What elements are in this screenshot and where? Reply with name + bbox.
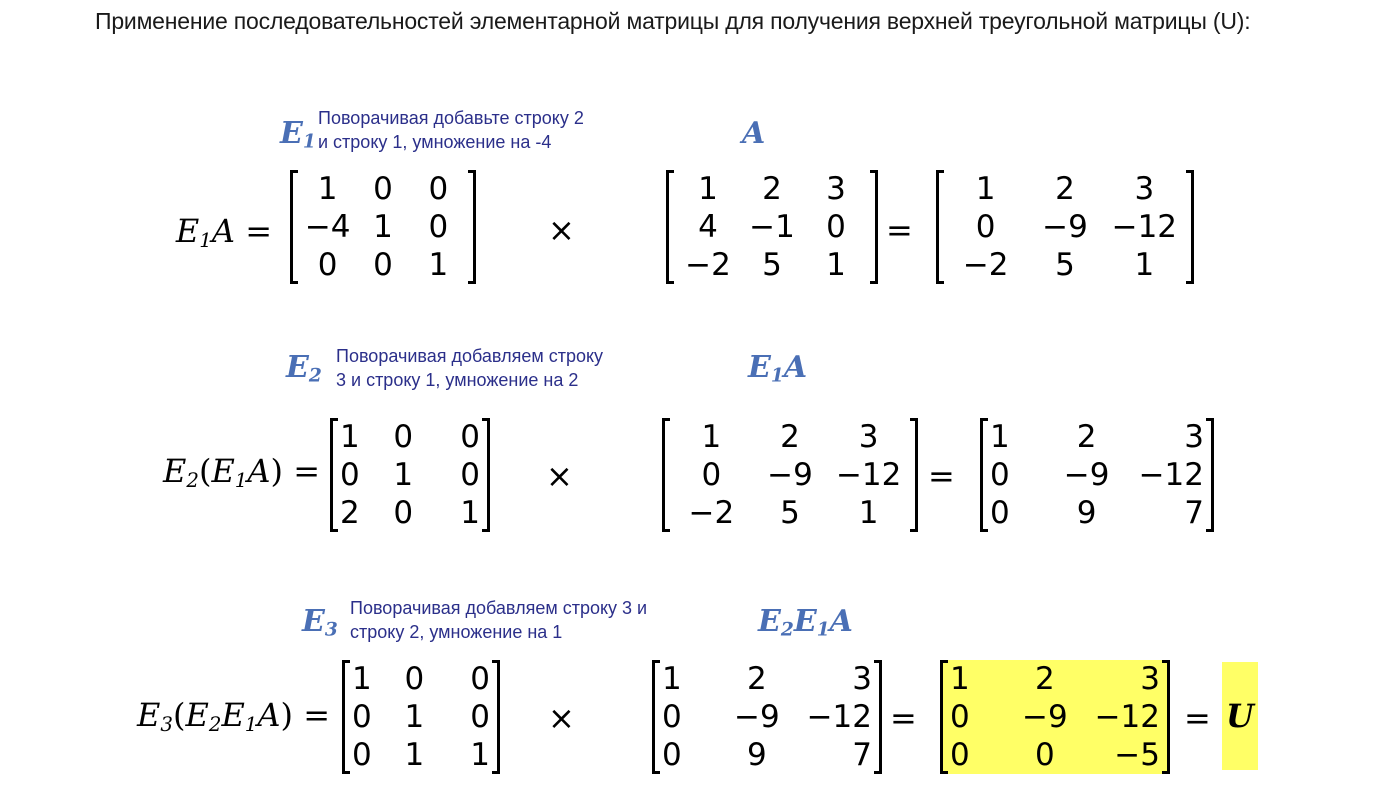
step-2-result-matrix-entry-r2c2: −9	[1063, 457, 1110, 493]
step-3-elementary-matrix-entry-r3c3: 1	[470, 737, 490, 773]
step-1-operand-part-base: A	[742, 116, 766, 151]
step-2-elementary-matrix-entry-r2c3: 0	[460, 457, 480, 493]
lhs-symbol: E	[136, 696, 161, 734]
step-3-operand-matrix-entry-r3c3: 7	[852, 737, 872, 773]
step-2-operand-label	[748, 350, 807, 387]
step-3-operand-matrix-entries	[662, 660, 872, 774]
step-3-operand-part-base: E	[758, 604, 781, 639]
step-3-result-matrix-entry-r2c2: −9	[1021, 699, 1068, 735]
step-1-elementary-sub: 1	[302, 131, 316, 153]
lhs-symbol: E	[211, 452, 235, 490]
step-3-operand-matrix-entry-r2c3: −12	[806, 699, 872, 735]
step-3-result-matrix-right-bracket	[1162, 660, 1170, 774]
step-3-result-matrix-entry-r1c1: 1	[950, 661, 970, 697]
step-1-operand-matrix-entry-r2c2: −1	[749, 209, 795, 245]
step-2-elementary-matrix-entry-r3c3: 1	[460, 495, 480, 531]
lhs-subscript: 2	[186, 468, 199, 492]
step-2-result-matrix	[980, 418, 1214, 532]
step-3-equals-sign: =	[890, 699, 917, 737]
step-1-result-matrix-entry-r1c3: 3	[1134, 171, 1155, 207]
step-3-result-matrix-entries	[950, 660, 1160, 774]
step-3-operand-matrix-left-bracket	[652, 660, 660, 774]
lhs-symbol: E	[221, 696, 245, 734]
step-3-elementary-sub: 3	[324, 619, 338, 641]
step-1-elementary-matrix-entry-r1c1: 1	[317, 171, 338, 207]
lhs-subscript: 3	[160, 712, 173, 736]
step-1-operand-matrix-entry-r1c3: 3	[826, 171, 846, 207]
step-3-times-sign: ×	[548, 699, 575, 737]
step-1-result-matrix-entries	[946, 170, 1184, 284]
step-2-annotation	[336, 344, 603, 392]
step-2-operand-part-sub: 1	[770, 365, 784, 387]
upper-triangular-label: U	[1222, 662, 1258, 770]
lhs-equals: =	[293, 452, 320, 490]
step-3-operand-matrix-entry-r3c1: 0	[662, 737, 682, 773]
step-3-operand-part-base: A	[829, 604, 853, 639]
step-2-result-matrix-entry-r3c2: 9	[1076, 495, 1097, 531]
step-3-operand-matrix-right-bracket	[874, 660, 882, 774]
step-1-elementary-matrix-entry-r2c1: −4	[304, 209, 351, 245]
step-3-result-matrix-entry-r2c1: 0	[950, 699, 970, 735]
step-3-elementary-label	[302, 604, 338, 641]
step-3-operand-part-sub: 1	[816, 619, 830, 641]
lhs-paren: )	[280, 696, 294, 734]
step-3-elementary-matrix-entry-r1c3: 0	[470, 661, 490, 697]
step-3-elementary-matrix-right-bracket	[492, 660, 500, 774]
page-heading: Применение последовательностей элементарной матрицы для получения верхней треугольной матрицы (U):	[95, 8, 1251, 34]
step-2-operand-part-base: A	[783, 350, 808, 385]
step-2-elementary-matrix-entry-r1c2: 0	[393, 419, 414, 455]
step-2-result-matrix-left-bracket	[980, 418, 988, 532]
step-3-final-equals-sign: =	[1184, 699, 1211, 737]
step-2-annotation-line: Поворачивая добавляем строку	[336, 346, 604, 366]
step-1-elementary-matrix-left-bracket	[290, 170, 298, 284]
step-1-equals-sign: =	[886, 211, 913, 249]
step-2-result-matrix-entry-r2c3: −12	[1138, 457, 1204, 493]
step-2-operand-matrix-entries	[672, 418, 908, 532]
step-3-result-matrix-entry-r3c2: 0	[1034, 737, 1055, 773]
lhs-paren: (	[172, 696, 186, 734]
step-3-operand-matrix-entry-r2c1: 0	[662, 699, 682, 735]
step-1-elementary-matrix	[290, 170, 476, 284]
step-1-result-matrix	[936, 170, 1194, 284]
step-1-operand-matrix-right-bracket	[870, 170, 878, 284]
step-3-elementary-matrix	[342, 660, 500, 774]
lhs-symbol: A	[247, 452, 271, 490]
step-1-operand-matrix-entry-r1c2: 2	[762, 171, 782, 207]
step-1-result-matrix-entry-r2c2: −9	[1042, 209, 1088, 245]
step-3-annotation	[350, 596, 647, 644]
step-1-operand-matrix-entry-r3c3: 1	[826, 247, 846, 283]
step-2-elementary-matrix-left-bracket	[330, 418, 338, 532]
step-2-lhs-expression	[163, 452, 320, 492]
step-1-result-matrix-entry-r1c1: 1	[975, 171, 996, 207]
lhs-subscript: 1	[244, 712, 258, 736]
step-2-operand-matrix-entry-r2c2: −9	[767, 457, 813, 493]
step-3-operand-matrix-entry-r1c1: 1	[662, 661, 682, 697]
step-1-elementary-matrix-entry-r2c2: 1	[373, 209, 393, 245]
step-1-annotation-line: Поворачивая добавьте строку 2	[318, 108, 584, 128]
step-2-operand-matrix-entry-r1c3: 3	[858, 419, 879, 455]
step-2-operand-matrix-entry-r3c1: −2	[688, 495, 735, 531]
step-1-elementary-matrix-entry-r3c2: 0	[373, 247, 393, 283]
step-2-elementary-matrix-entry-r1c1: 1	[340, 419, 360, 455]
step-3-result-matrix-entry-r3c1: 0	[950, 737, 970, 773]
step-3-operand-matrix-entry-r1c3: 3	[852, 661, 872, 697]
step-1-lhs-expression	[176, 212, 272, 252]
step-2-operand-matrix-entry-r1c1: 1	[701, 419, 722, 455]
step-3-result-matrix-left-bracket	[940, 660, 948, 774]
step-2-result-matrix-right-bracket	[1206, 418, 1214, 532]
lhs-equals: =	[303, 696, 330, 734]
lhs-symbol: E	[175, 212, 200, 250]
step-1-result-matrix-entry-r3c1: −2	[962, 247, 1009, 283]
step-2-result-matrix-entry-r1c2: 2	[1076, 419, 1097, 455]
step-1-elementary-base: E	[280, 116, 303, 151]
step-3-annotation-line: строку 2, умножение на 1	[350, 622, 563, 642]
step-1-elementary-matrix-entry-r1c2: 0	[373, 171, 393, 207]
lhs-paren: (	[198, 452, 212, 490]
step-3-elementary-matrix-entry-r1c1: 1	[352, 661, 372, 697]
step-3-elementary-matrix-entry-r3c2: 1	[404, 737, 425, 773]
step-1-elementary-matrix-right-bracket	[468, 170, 476, 284]
step-1-operand-label	[742, 116, 765, 151]
step-2-times-sign: ×	[546, 457, 573, 495]
step-1-operand-matrix-entry-r3c2: 5	[762, 247, 782, 283]
step-3-elementary-matrix-entries	[352, 660, 490, 774]
step-2-operand-matrix-entry-r1c2: 2	[780, 419, 800, 455]
step-3-operand-matrix	[652, 660, 882, 774]
step-2-operand-matrix-right-bracket	[910, 418, 918, 532]
lhs-subscript: 2	[208, 712, 222, 736]
step-3-result-matrix-entry-r1c2: 2	[1034, 661, 1055, 697]
step-3-elementary-matrix-entry-r2c2: 1	[404, 699, 425, 735]
step-3-operand-part-sub: 2	[780, 619, 794, 641]
step-2-elementary-matrix	[330, 418, 490, 532]
step-1-operand-matrix-entry-r3c1: −2	[685, 247, 731, 283]
step-2-result-matrix-entry-r1c1: 1	[990, 419, 1010, 455]
step-3-elementary-base: E	[302, 604, 325, 639]
step-3-operand-matrix-entry-r1c2: 2	[746, 661, 767, 697]
step-2-elementary-matrix-entry-r3c2: 0	[393, 495, 414, 531]
step-3-operand-label	[758, 604, 853, 641]
step-1-result-matrix-entry-r2c3: −12	[1111, 209, 1178, 245]
step-3-operand-part-base: E	[793, 604, 817, 639]
step-2-result-matrix-entry-r3c3: 7	[1184, 495, 1204, 531]
step-3-elementary-matrix-entry-r3c1: 0	[352, 737, 372, 773]
step-2-elementary-matrix-entry-r2c2: 1	[393, 457, 414, 493]
step-3-result-matrix-entry-r3c3: −5	[1114, 737, 1160, 773]
lhs-symbol: A	[211, 212, 236, 250]
step-3-elementary-matrix-entry-r1c2: 0	[404, 661, 425, 697]
step-2-operand-part-base: E	[748, 350, 771, 385]
step-2-operand-matrix-entry-r3c3: 1	[858, 495, 879, 531]
step-1-times-sign: ×	[548, 211, 575, 249]
step-2-operand-matrix-entry-r2c1: 0	[701, 457, 722, 493]
lhs-paren: )	[270, 452, 284, 490]
step-3-operand-matrix-entry-r2c2: −9	[733, 699, 780, 735]
step-2-operand-matrix-entry-r2c3: −12	[835, 457, 902, 493]
step-2-operand-matrix-left-bracket	[662, 418, 670, 532]
lhs-equals: =	[245, 212, 272, 250]
step-1-operand-matrix	[666, 170, 878, 284]
step-1-result-matrix-entry-r1c2: 2	[1055, 171, 1075, 207]
step-1-operand-matrix-entries	[676, 170, 868, 284]
step-1-operand-matrix-entry-r1c1: 1	[698, 171, 718, 207]
step-2-annotation-line: 3 и строку 1, умножение на 2	[336, 370, 579, 390]
step-1-elementary-matrix-entries	[300, 170, 466, 284]
step-1-operand-matrix-entry-r2c1: 4	[698, 209, 718, 245]
step-3-elementary-matrix-entry-r2c1: 0	[352, 699, 372, 735]
step-3-result-matrix-entry-r2c3: −12	[1094, 699, 1160, 735]
lhs-symbol: E	[162, 452, 187, 490]
step-3-lhs-expression	[137, 696, 330, 736]
step-2-elementary-matrix-right-bracket	[482, 418, 490, 532]
step-1-result-matrix-entry-r3c3: 1	[1134, 247, 1155, 283]
lhs-symbol: E	[185, 696, 209, 734]
step-1-elementary-matrix-entry-r2c3: 0	[428, 209, 449, 245]
step-2-elementary-label	[286, 350, 322, 387]
step-3-result-matrix	[940, 660, 1170, 774]
lhs-subscript: 1	[234, 468, 248, 492]
step-3-annotation-line: Поворачивая добавляем строку 3 и	[350, 598, 648, 618]
step-2-elementary-matrix-entry-r2c1: 0	[340, 457, 360, 493]
step-1-result-matrix-left-bracket	[936, 170, 944, 284]
step-2-operand-matrix	[662, 418, 918, 532]
step-1-annotation	[318, 106, 584, 154]
lhs-subscript: 1	[199, 228, 212, 252]
step-3-operand-matrix-entry-r3c2: 9	[746, 737, 767, 773]
step-1-elementary-label	[280, 116, 316, 153]
step-2-elementary-base: E	[286, 350, 309, 385]
step-3-elementary-matrix-left-bracket	[342, 660, 350, 774]
step-3-elementary-matrix-entry-r2c3: 0	[470, 699, 490, 735]
step-1-operand-matrix-left-bracket	[666, 170, 674, 284]
step-3-result-matrix-entry-r1c3: 3	[1140, 661, 1160, 697]
step-1-elementary-matrix-entry-r1c3: 0	[428, 171, 449, 207]
step-2-result-matrix-entry-r2c1: 0	[990, 457, 1010, 493]
step-2-equals-sign: =	[928, 457, 955, 495]
step-2-result-matrix-entry-r1c3: 3	[1184, 419, 1204, 455]
step-1-result-matrix-entry-r3c2: 5	[1055, 247, 1075, 283]
step-2-elementary-sub: 2	[308, 365, 322, 387]
step-2-elementary-matrix-entry-r3c1: 2	[340, 495, 360, 531]
step-2-elementary-matrix-entries	[340, 418, 480, 532]
step-1-result-matrix-entry-r2c1: 0	[975, 209, 996, 245]
step-1-operand-matrix-entry-r2c3: 0	[826, 209, 846, 245]
step-1-result-matrix-right-bracket	[1186, 170, 1194, 284]
step-2-operand-matrix-entry-r3c2: 5	[780, 495, 800, 531]
step-1-annotation-line: и строку 1, умножение на -4	[318, 132, 552, 152]
step-1-elementary-matrix-entry-r3c3: 1	[428, 247, 449, 283]
step-2-elementary-matrix-entry-r1c3: 0	[460, 419, 480, 455]
step-1-elementary-matrix-entry-r3c1: 0	[317, 247, 338, 283]
step-2-result-matrix-entries	[990, 418, 1204, 532]
lhs-symbol: A	[257, 696, 281, 734]
step-2-result-matrix-entry-r3c1: 0	[990, 495, 1010, 531]
